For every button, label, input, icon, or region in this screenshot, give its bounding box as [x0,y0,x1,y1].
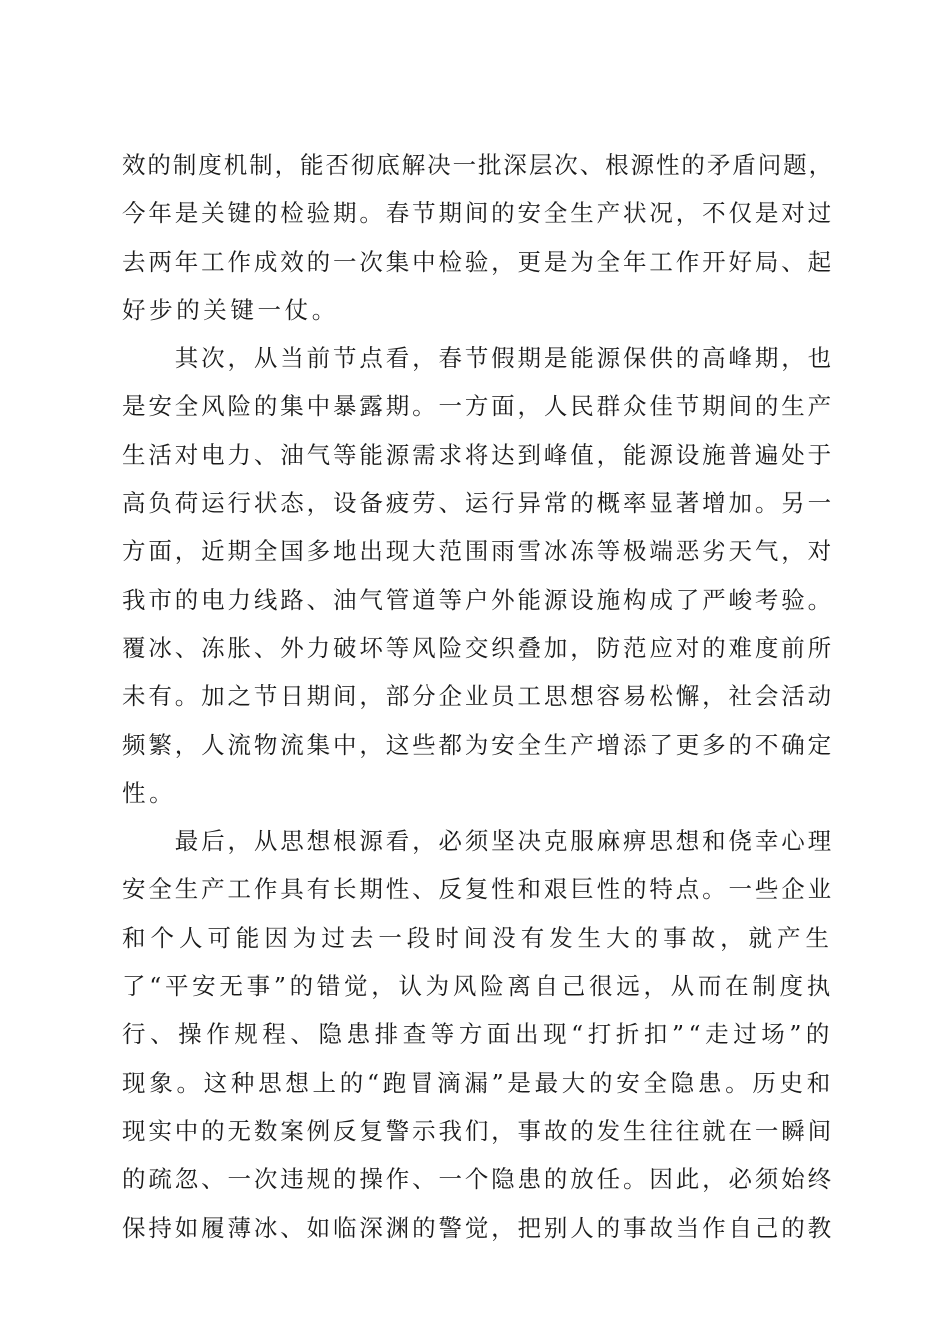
text-line-21: 现实中的无数案例反复警示我们，事故的发生往往就在一瞬间 [122,1116,834,1145]
text-line-1: 效的制度机制，能否彻底解决一批深层次、根源性的矛盾问题， [122,151,834,179]
text-line-9: 方面，近期全国多地出现大范围雨雪冰冻等极端恶劣天气，对 [122,537,834,566]
text-line-13: 频繁，人流物流集中，这些都为安全生产增添了更多的不确定 [122,730,834,759]
text-line-4: 好步的关键一仗。 [122,295,339,324]
text-line-12: 未有。加之节日期间，部分企业员工思想容易松懈，社会活动 [122,682,834,711]
text-line-10: 我市的电力线路、油气管道等户外能源设施构成了严峻考验。 [122,585,834,614]
text-line-14: 性。 [122,778,177,807]
text-line-20: 现象。这种思想上的“跑冒滴漏”是最大的安全隐患。历史和 [122,1068,834,1097]
text-line-7: 生活对电力、油气等能源需求将达到峰值，能源设施普遍处于 [122,440,834,469]
text-line-5: 其次，从当前节点看，春节假期是能源保供的高峰期，也 [122,344,834,373]
text-line-16: 安全生产工作具有长期性、反复性和艰巨性的特点。一些企业 [122,875,834,904]
text-line-11: 覆冰、冻胀、外力破坏等风险交织叠加，防范应对的难度前所 [122,633,834,662]
text-line-6: 是安全风险的集中暴露期。一方面，人民群众佳节期间的生产 [122,392,834,421]
text-line-18: 了“平安无事”的错觉，认为风险离自己很远，从而在制度执 [122,972,834,1001]
body-text [122,141,834,1252]
text-line-3: 去两年工作成效的一次集中检验，更是为全年工作开好局、起 [122,247,834,276]
text-line-19: 行、操作规程、隐患排查等方面出现“打折扣”“走过场”的 [122,1020,834,1049]
text-line-8: 高负荷运行状态，设备疲劳、运行异常的概率显著增加。另一 [122,489,834,518]
text-line-23: 保持如履薄冰、如临深渊的警觉，把别人的事故当作自己的教 [122,1213,834,1242]
text-line-2: 今年是关键的检验期。春节期间的安全生产状况，不仅是对过 [122,199,834,228]
text-line-15: 最后，从思想根源看，必须坚决克服麻痹思想和侥幸心理 [122,827,834,856]
text-line-17: 和个人可能因为过去一段时间没有发生大的事故，就产生 [122,923,834,952]
text-line-22: 的疏忽、一次违规的操作、一个隐患的放任。因此，必须始终 [122,1165,834,1194]
